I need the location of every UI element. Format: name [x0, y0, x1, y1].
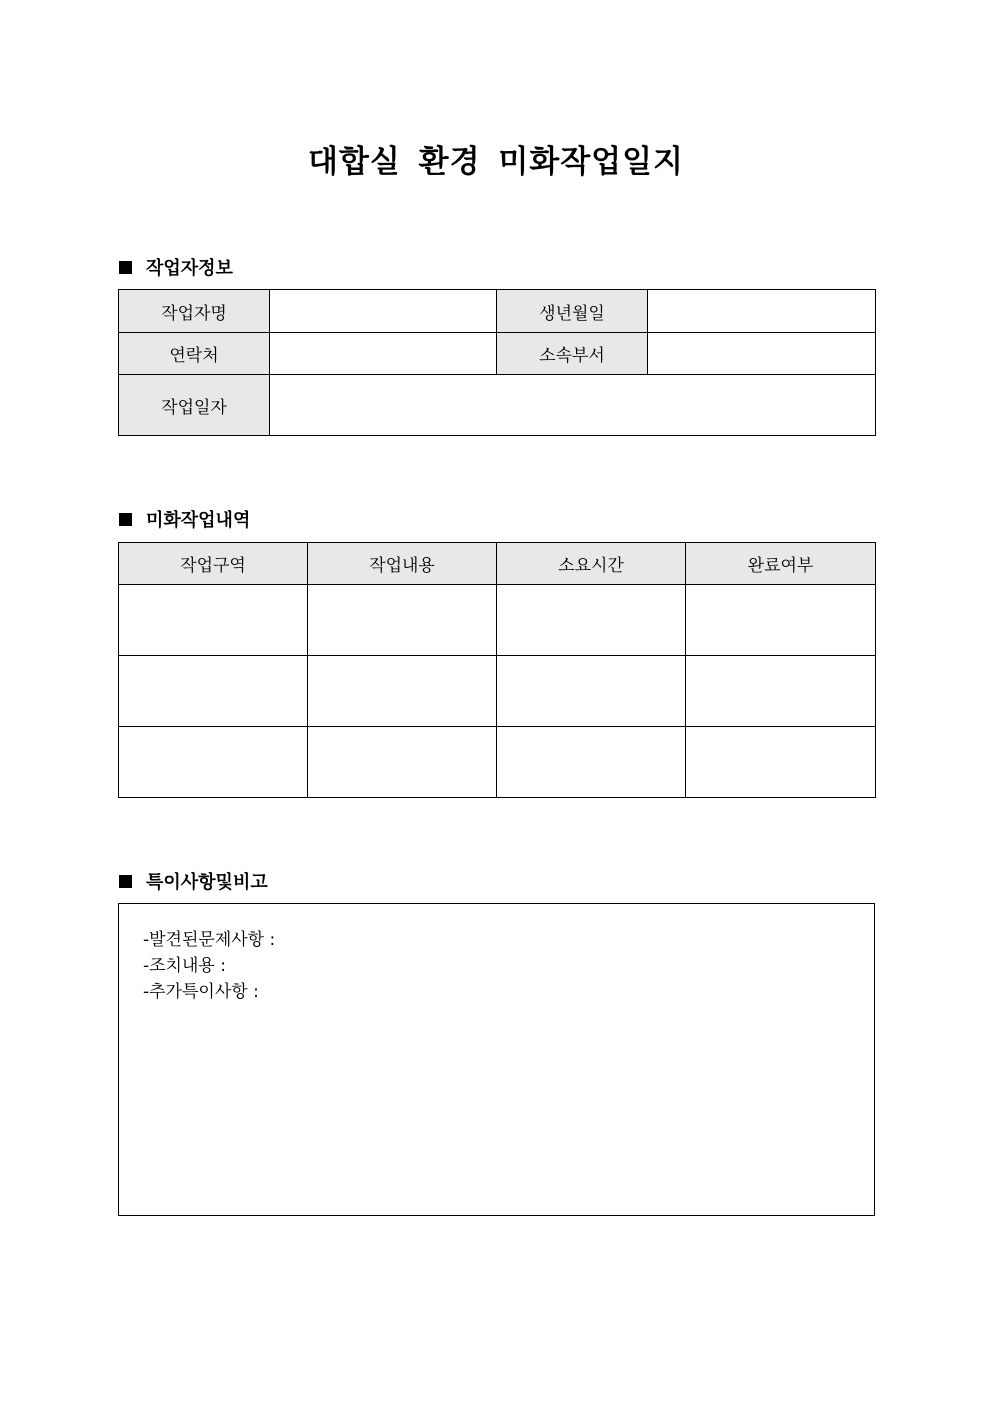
square-bullet-icon	[119, 875, 132, 888]
completion-cell[interactable]	[686, 585, 876, 656]
column-header-area: 작업구역	[119, 543, 308, 585]
duration-cell[interactable]	[497, 727, 686, 798]
column-header-content: 작업내용	[308, 543, 497, 585]
contact-label: 연락처	[119, 333, 270, 375]
column-header-duration: 소요시간	[497, 543, 686, 585]
notes-box[interactable]	[118, 903, 875, 1216]
work-area-cell[interactable]	[119, 585, 308, 656]
work-details-heading-text: 미화작업내역	[146, 510, 251, 531]
column-header-completion: 완료여부	[686, 543, 876, 585]
work-details-heading	[119, 506, 250, 532]
square-bullet-icon	[119, 513, 132, 526]
duration-cell[interactable]	[497, 656, 686, 727]
birth-date-field[interactable]	[648, 290, 876, 333]
department-field[interactable]	[648, 333, 876, 375]
work-content-cell[interactable]	[308, 656, 497, 727]
department-label: 소속부서	[497, 333, 648, 375]
table-row	[119, 375, 876, 436]
duration-cell[interactable]	[497, 585, 686, 656]
page-title: 대합실 환경 미화작업일지	[308, 144, 684, 180]
worker-info-table	[118, 289, 876, 436]
work-date-field[interactable]	[270, 375, 876, 436]
work-date-label: 작업일자	[119, 375, 270, 436]
additional-notes-line: -추가특이사항 :	[143, 982, 259, 1002]
issues-found-line: -발견된문제사항 :	[143, 930, 276, 950]
table-row	[119, 333, 876, 375]
worker-info-heading-text: 작업자정보	[146, 258, 233, 279]
work-details-table	[118, 542, 876, 798]
notes-heading-text: 특이사항및비고	[146, 872, 268, 893]
table-row	[119, 656, 876, 727]
contact-field[interactable]	[270, 333, 497, 375]
work-content-cell[interactable]	[308, 727, 497, 798]
work-content-cell[interactable]	[308, 585, 497, 656]
worker-info-heading	[119, 254, 233, 280]
work-area-cell[interactable]	[119, 727, 308, 798]
completion-cell[interactable]	[686, 656, 876, 727]
work-area-cell[interactable]	[119, 656, 308, 727]
square-bullet-icon	[119, 261, 132, 274]
completion-cell[interactable]	[686, 727, 876, 798]
table-row	[119, 585, 876, 656]
worker-name-label: 작업자명	[119, 290, 270, 333]
table-row	[119, 290, 876, 333]
table-header-row	[119, 543, 876, 585]
actions-taken-line: -조치내용 :	[143, 956, 226, 976]
birth-date-label: 생년월일	[497, 290, 648, 333]
table-row	[119, 727, 876, 798]
worker-name-field[interactable]	[270, 290, 497, 333]
notes-heading	[119, 868, 268, 894]
